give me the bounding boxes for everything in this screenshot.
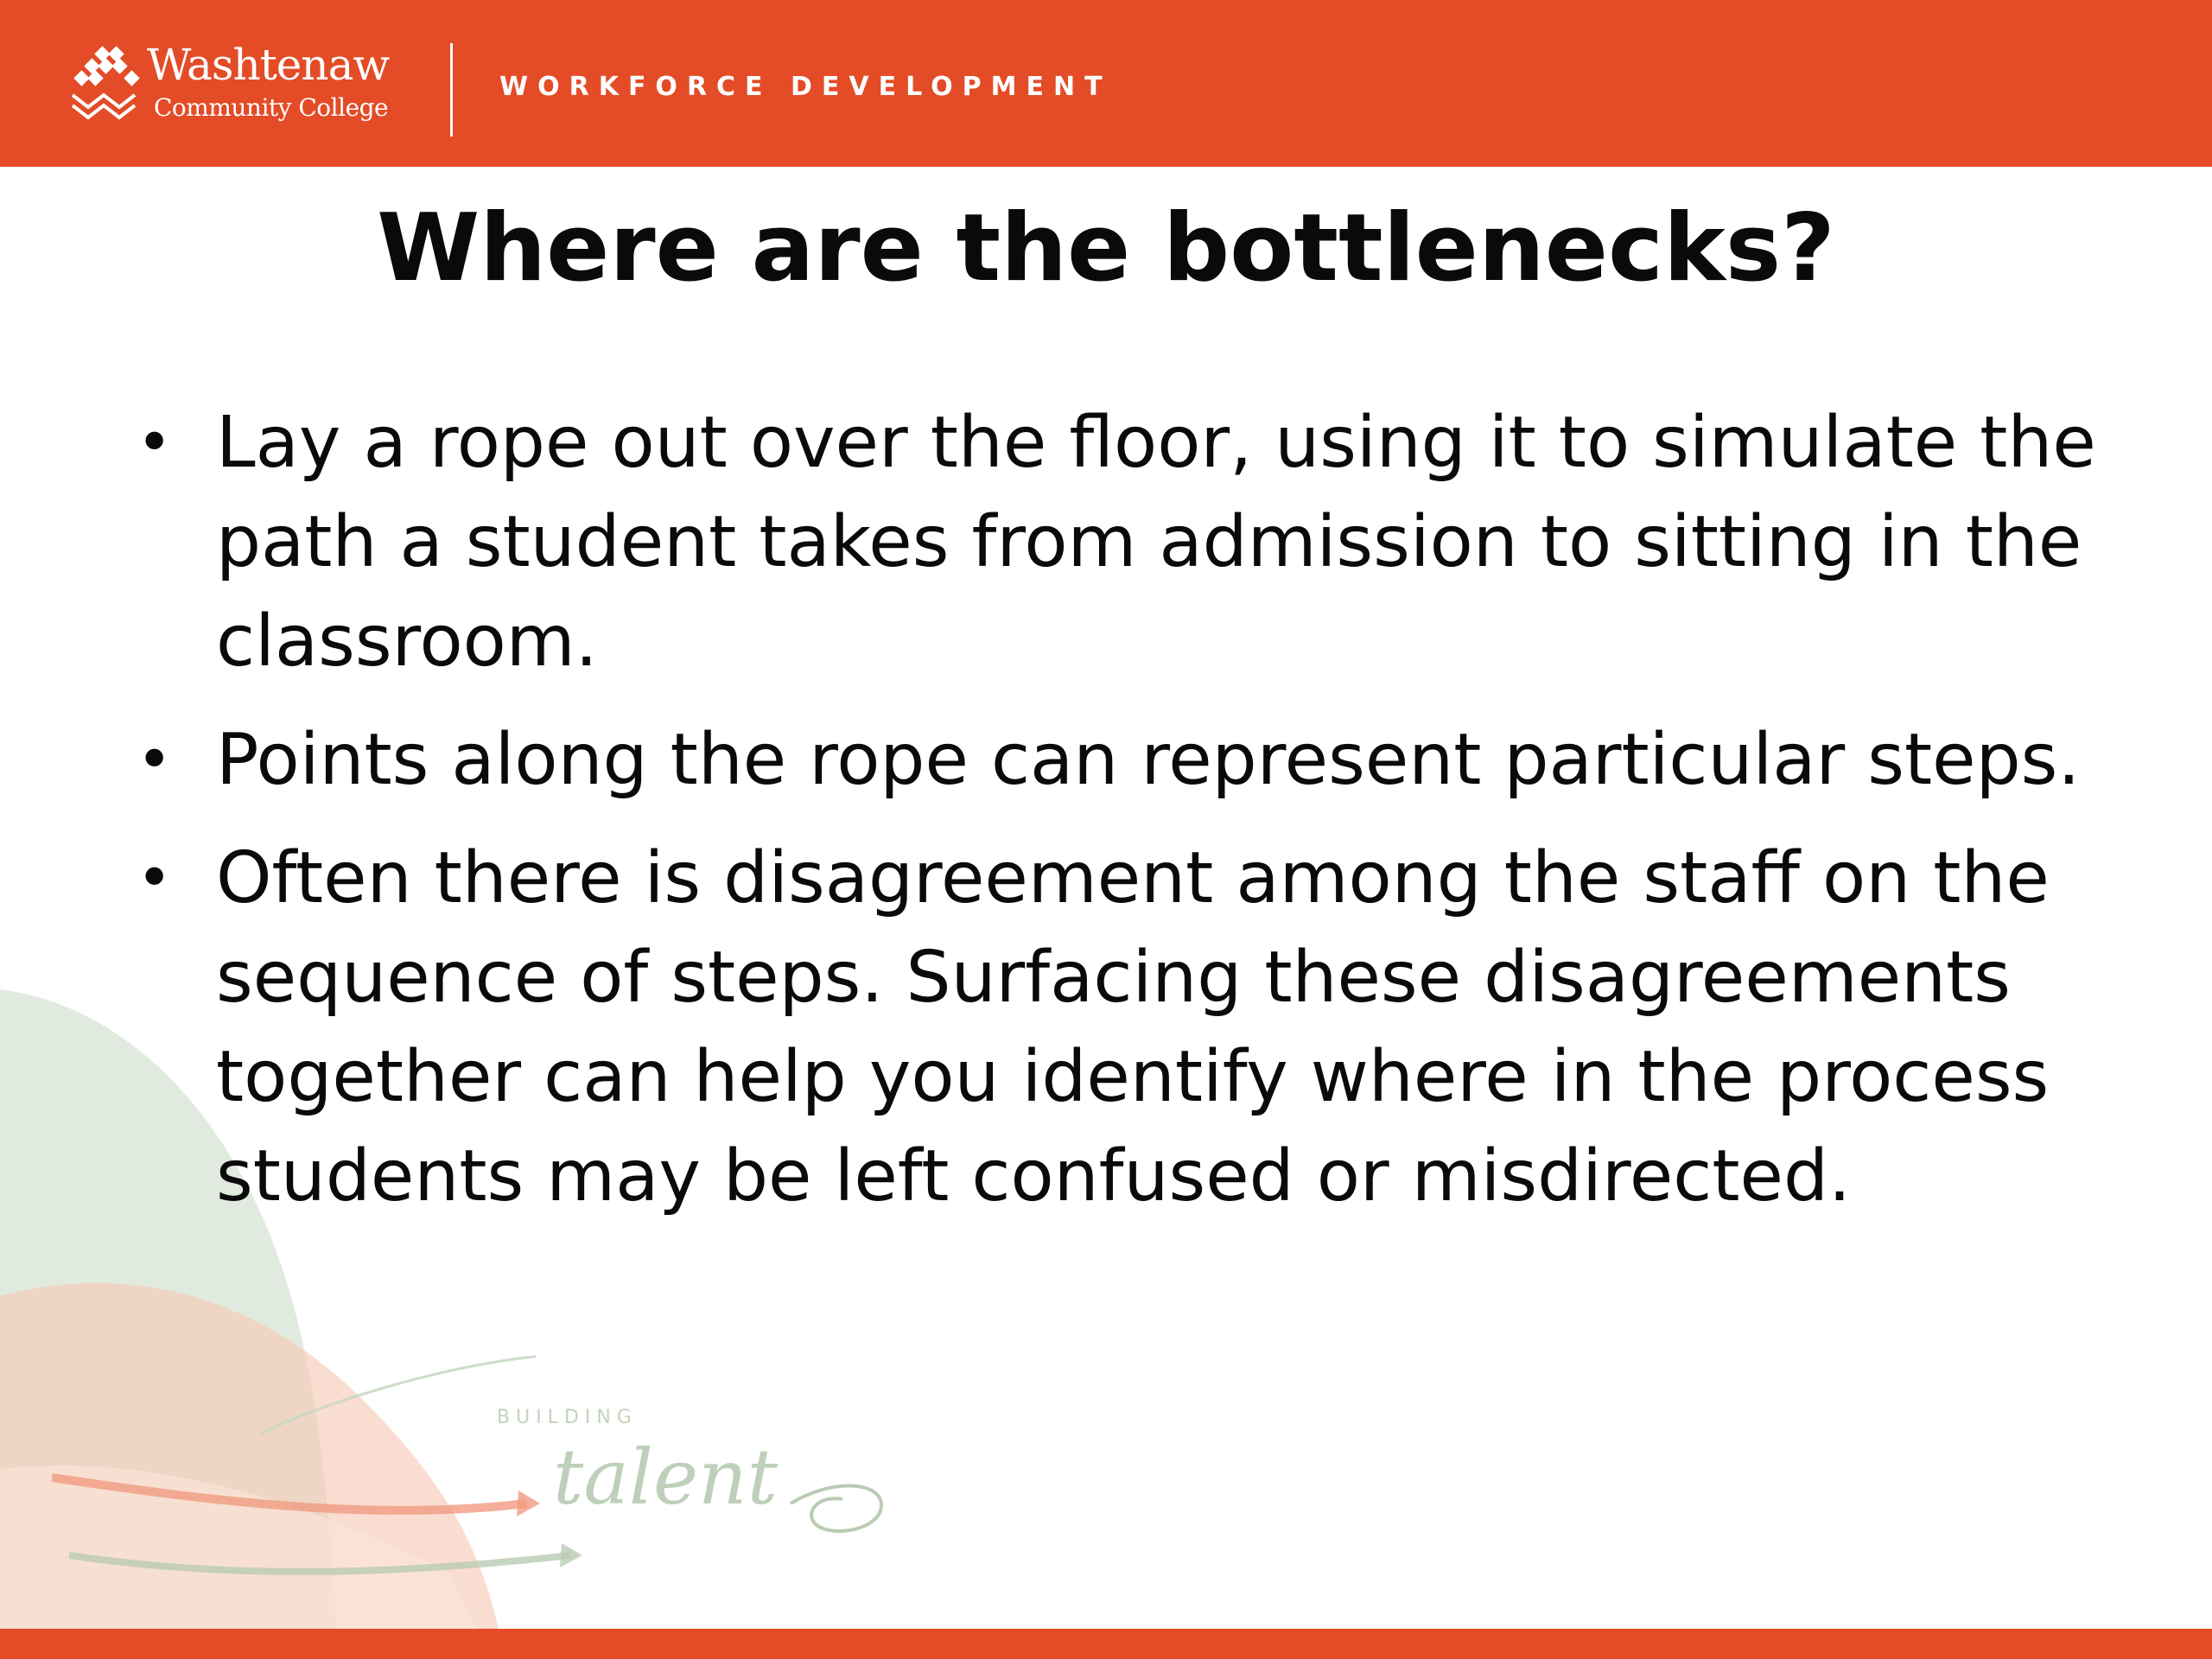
header-band <box>0 0 2212 167</box>
bullet-item <box>130 710 2117 810</box>
footer-band <box>0 1629 2212 1659</box>
header-tagline: WORKFORCE DEVELOPMENT <box>499 72 1112 102</box>
bullet-item <box>130 829 2117 1226</box>
college-logo <box>69 40 415 131</box>
bullet-text: Lay a rope out over the floor, using it to simulate the path a student takes from admission to sitting in the classroom. <box>216 402 2096 683</box>
logo-name: Washtenaw <box>147 40 390 90</box>
watermark-talent-text: talent <box>553 1433 779 1522</box>
slide-title: Where are the bottlenecks? <box>377 194 1835 302</box>
bullet-dot-icon: • <box>137 842 173 913</box>
logo-subtitle: Community College <box>154 93 389 122</box>
header-divider <box>450 43 453 137</box>
bullet-dot-icon: • <box>137 724 173 795</box>
bullet-list <box>130 393 2117 1245</box>
bullet-text: Often there is disagreement among the staff on the sequence of steps. Surfacing these disagreements together can help you identify where in the process students may be left confused or misdirected. <box>216 837 2050 1217</box>
bullet-dot-icon: • <box>137 407 173 478</box>
washtenaw-logo-icon <box>69 45 149 124</box>
watermark-swirl-icon <box>782 1452 894 1547</box>
bullet-item <box>130 393 2117 691</box>
watermark-building-text: BUILDING <box>497 1407 638 1428</box>
bullet-text: Points along the rope can represent particular steps. <box>216 719 2081 801</box>
